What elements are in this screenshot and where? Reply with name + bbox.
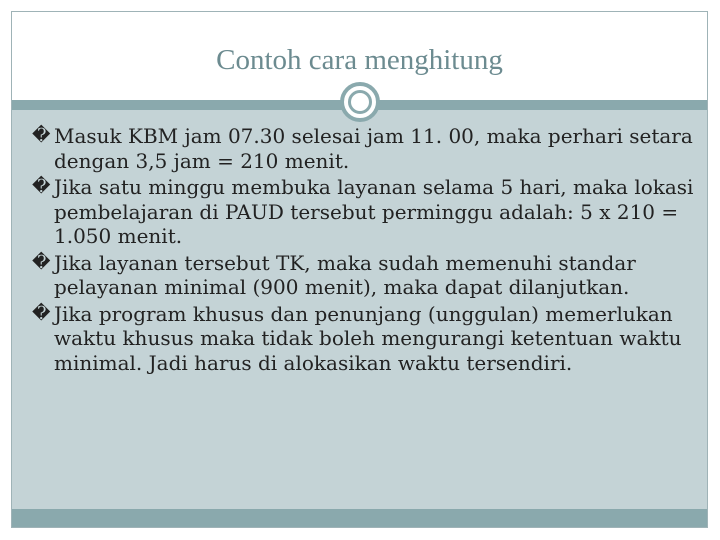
bullet-text: Jika program khusus dan penunjang (unggulan) memerlukan waktu khusus maka tidak boleh mengurangi ketentuan waktu minimal. Jadi harus di alokasikan waktu tersendiri. <box>54 301 682 375</box>
bottom-bar <box>12 509 707 527</box>
slide-title: Contoh cara menghitung <box>216 44 503 76</box>
bullet-icon: � <box>32 251 51 273</box>
bullet-icon: � <box>32 176 51 197</box>
circle-ornament-icon <box>340 82 380 122</box>
bullet-item <box>32 251 702 300</box>
bullet-icon: � <box>32 125 51 146</box>
bullet-item <box>32 124 702 173</box>
bullet-icon: � <box>32 302 51 324</box>
bullet-list <box>32 124 702 377</box>
bullet-text: Masuk KBM jam 07.30 selesai jam 11. 00, maka perhari setara dengan 3,5 jam = 210 menit. <box>54 124 693 173</box>
bullet-item <box>32 302 702 376</box>
bullet-text: Jika layanan tersebut TK, maka sudah memenuhi standar pelayanan minimal (900 menit), maka dapat dilanjutkan. <box>54 250 636 299</box>
bullet-item <box>32 175 702 249</box>
bullet-text: Jika satu minggu membuka layanan selama 5 hari, maka lokasi pembelajaran di PAUD tersebut perminggu adalah: 5 x 210 = 1.050 menit. <box>54 175 694 248</box>
slide-frame <box>11 11 708 528</box>
